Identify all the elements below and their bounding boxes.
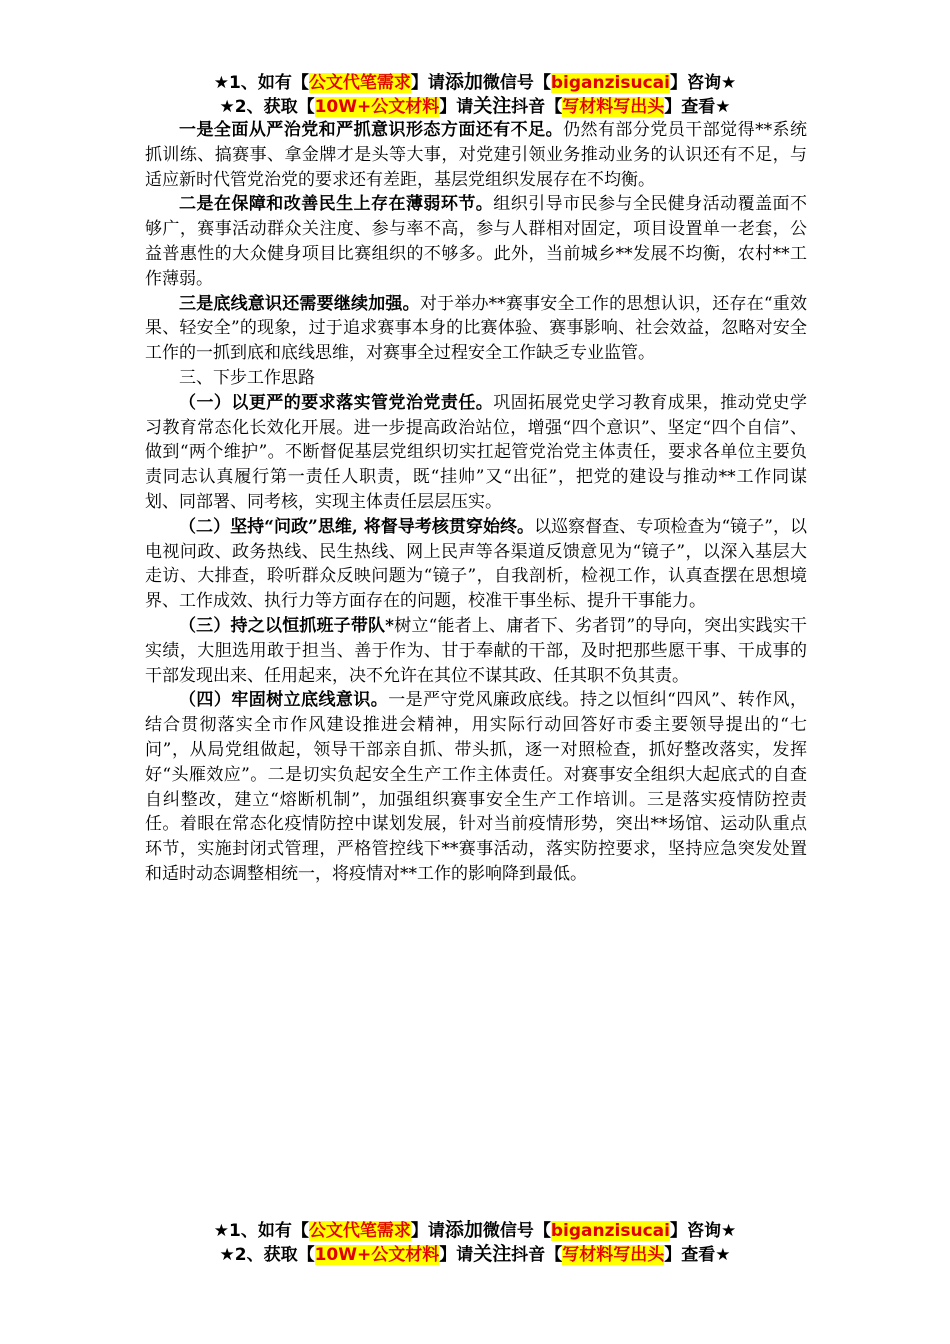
paragraph [145, 688, 807, 886]
paragraph-lead: 二是在保障和改善民生上存在薄弱环节。 [179, 194, 494, 215]
paragraph-lead: （三）持之以恒抓班子带队* [179, 615, 395, 636]
ad-text: 】请 [410, 1221, 445, 1241]
ad-emphasis: 添加 [444, 71, 483, 93]
paragraph [145, 118, 807, 192]
paragraph-text: 一是严守党风廉政底线。持之以恒纠“四风”、转作风，结合贯彻落实全市作风建设推进会精神，用实际行动回答好市委主要领导提出的“七问”，从局党组做起，领导干部亲自抓、带头抓，逐一对照检查，抓好整改落实，发挥好“头雁效应”。二是切实负起安全生产工作主体责任。对赛事安全组织大起底式的自查自纠整改，建立“熔断机制”，加强组织赛事安全生产工作培训。三是落实疫情防控责任。着眼在常态化疫情防控中谋划发展，针对当前疫情形势，突出**场馆、运动队重点环节，实施封闭式管理，严格管控线下**赛事活动，落实防控要求，坚持应急突发处置和适时动态调整相统一，将疫情对**工作的影响降到最低。 [145, 690, 807, 884]
paragraph [145, 391, 807, 515]
paragraph [145, 192, 807, 291]
paragraph-text: 组织引导市民参与全民健身活动覆盖面不够广，赛事活动群众关注度、参与率不高，参与人群相对固定，项目设置单一老套，公益普惠性的大众健身项目比赛组织的不够多。此外，当前城乡**发展不均衡，农村**工作薄弱。 [145, 194, 808, 289]
ad-text: 】咨询★ [669, 73, 737, 93]
ad-text: 】查看★ [664, 1245, 731, 1265]
paragraph-text: 仍然有部分党员干部觉得**系统抓训练、搞赛事、拿金牌才是头等大事，对党建引领业务推动业务的认识还有不足，与适应新时代管党治党的要求还有差距，基层党组织发展存在不均衡。 [145, 120, 808, 190]
ad-highlight: 10W+公文材料 [314, 1245, 440, 1265]
paragraph-lead: 一是全面从严治党和严抓意识形态方面还有不足。 [179, 120, 564, 140]
ad-emphasis: 关注 [473, 95, 512, 117]
paragraph-text: 对于举办**赛事安全工作的思想认识，还存在“重效果、轻安全”的现象，过于追求赛事本身的比赛体验、赛事影响、社会效益，忽略对安全工作的一抓到底和底线思维，对赛事全过程安全工作缺乏专业监管。 [145, 293, 807, 364]
paragraph-text: 巩固拓展党史学习教育成果，推动党史学习教育常态化长效化开展。进一步提高政治站位，增强“四个意识”、坚定“四个自信”、做到“两个维护”。不断督促基层党组织切实扛起管党治党主体责任，要求各单位主要负责同志认真履行第一责任人职责，既“挂帅”又“出征”，把党的建设与推动**工作同谋划、同部署、同考核，实现主体责任层层压实。 [145, 392, 808, 512]
footer-ad-line-1 [0, 1218, 950, 1243]
ad-text: 】请 [439, 97, 474, 117]
document-body [145, 118, 807, 887]
header-ad-line-1 [0, 70, 950, 95]
ad-highlight: 10W+公文材料 [314, 97, 440, 117]
paragraph-lead: （四）牢固树立底线意识。 [179, 690, 389, 711]
paragraph [145, 614, 807, 688]
ad-text: ★1、如有【 [213, 73, 309, 93]
paragraph-text: 以巡察督查、专项检查为“镜子”，以电视问政、政务热线、民生热线、网上民声等各渠道反馈意见为“镜子”，以深入基层大走访、大排查，聆听群众反映问题为“镜子”，自我剖析，检视工作，认真查摆在思想境界、工作成效、执行力等方面存在的问题，校准干事坐标、提升干事能力。 [145, 516, 807, 612]
ad-highlight: biganzisucai [550, 1221, 670, 1241]
paragraph-text: 树立“能者上、庸者下、劣者罚”的导向，突出实践实干实绩，大胆选用敢于担当、善于作为、甘于奉献的干部，及时把那些愿干事、干成事的干部发现出来、任用起来，决不允许在其位不谋其政、任其职不负其责。 [145, 615, 807, 686]
ad-highlight: 写材料写出头 [562, 1245, 665, 1265]
ad-text: 】查看★ [664, 97, 731, 117]
section-heading [145, 366, 807, 391]
ad-text: ★1、如有【 [213, 1221, 309, 1241]
paragraph-lead: 三是底线意识还需要继续加强。 [179, 293, 420, 314]
header-ad-line-2 [0, 94, 950, 119]
ad-text: ★2、获取【 [219, 97, 315, 117]
paragraph [145, 515, 807, 614]
ad-text: 】请 [439, 1245, 474, 1265]
ad-text: 微信号【 [482, 1221, 551, 1241]
section-heading-text: 三、下步工作思路 [179, 367, 315, 388]
ad-text: 】请 [410, 73, 445, 93]
ad-highlight: 写材料写出头 [562, 97, 665, 117]
paragraph-lead: （二）坚持“问政”思维, 将督导考核贯穿始终。 [179, 516, 535, 537]
footer-ad-line-2 [0, 1242, 950, 1267]
ad-emphasis: 添加 [444, 1219, 483, 1241]
ad-text: ★2、获取【 [219, 1245, 315, 1265]
ad-highlight: biganzisucai [550, 73, 670, 93]
ad-highlight: 公文代笔需求 [308, 1221, 411, 1241]
ad-text: 抖音【 [511, 1245, 563, 1265]
ad-text: 】咨询★ [669, 1221, 737, 1241]
paragraph-lead: （一）以更严的要求落实管党治党责任。 [179, 392, 494, 413]
ad-text: 抖音【 [511, 97, 563, 117]
ad-text: 微信号【 [482, 73, 551, 93]
ad-emphasis: 关注 [473, 1243, 512, 1265]
paragraph [145, 292, 807, 366]
ad-highlight: 公文代笔需求 [308, 73, 411, 93]
